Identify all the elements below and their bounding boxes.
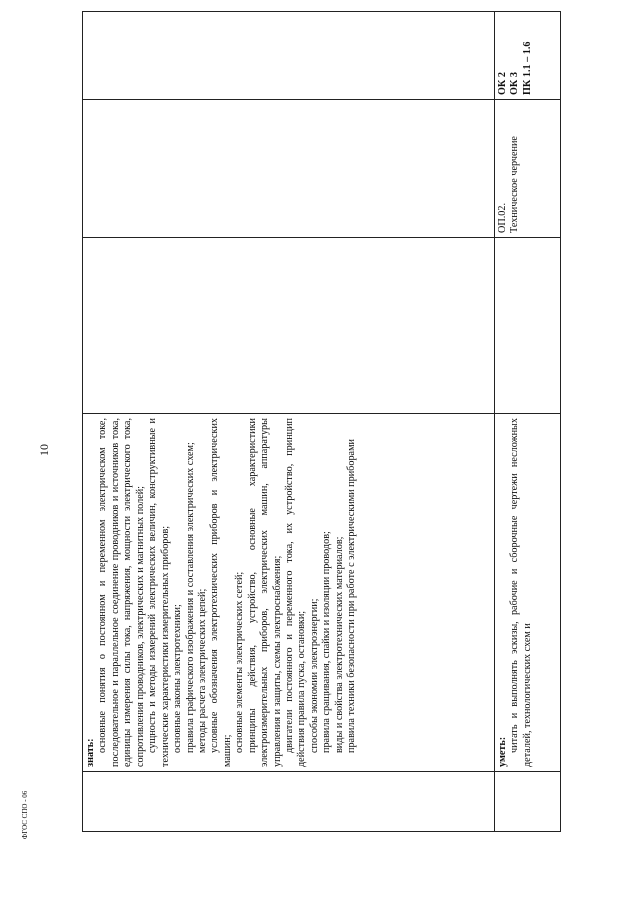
know-item: основные законы электротехники;	[172, 604, 184, 753]
table-cell-empty	[83, 12, 495, 100]
competency-code: ОК 2	[497, 72, 508, 95]
know-item: методы расчета электрических цепей;	[196, 588, 208, 753]
subject-cell	[495, 100, 561, 238]
know-item: сущность и методы измерений электрических величин, конструктивные и технические характеристики измерительных приборов;	[147, 418, 171, 767]
table-cell-empty	[83, 772, 495, 832]
skills-label: уметь:	[497, 736, 508, 767]
skills-item: читать и выполнять эскизы, рабочие и сборочные чертежи несложных деталей, технологических схем и	[509, 418, 533, 767]
competency-code: ПК 1.1 – 1.6	[521, 41, 533, 95]
know-item: виды и свойства электротехнических материалов;	[333, 536, 345, 753]
table-cell-empty	[495, 772, 561, 832]
know-item: принципы действия, устройство, основные характеристики электроизмерительных приборов, электрических машин, аппаратуры управления и защиты, схемы электроснабжения;	[246, 418, 283, 767]
rotated-table-container	[82, 12, 560, 832]
subject-code: ОП.02.	[497, 203, 508, 233]
know-item: правила техники безопасности при работе с электрическими приборами	[346, 439, 358, 753]
know-item: правила сращивания, спайки и изоляции проводов;	[321, 531, 333, 753]
know-item: основные элементы электрических сетей;	[234, 571, 246, 753]
table-row	[495, 12, 561, 832]
know-item: условные обозначения электротехнических приборов и электрических машин;	[209, 418, 233, 767]
table-row	[83, 12, 495, 832]
know-item: основные понятия о постоянном и переменном электрическом токе, последовательное и параллельное соединение проводников и источников тока, единицы измерения силы тока, напряжения, мощности электрического тока, сопротивления проводников, электрических и магнитных полей;	[97, 418, 146, 767]
page-number: 10	[37, 444, 51, 456]
knowledge-cell	[83, 414, 495, 772]
know-item: способы экономии электроэнергии;	[308, 598, 320, 753]
know-item: правила графического изображения и составления электрических схем;	[184, 442, 196, 753]
table-cell-empty	[83, 100, 495, 238]
competency-code: ОК 3	[509, 72, 521, 95]
know-item: двигатели постоянного и переменного тока, их устройство, принцип действия правила пуска, остановки;	[284, 418, 308, 767]
footer-code: ФГОС СПО - 06	[21, 790, 29, 840]
table-cell-empty	[83, 238, 495, 414]
skills-cell	[495, 414, 561, 772]
table-cell-empty	[495, 238, 561, 414]
know-label: знать:	[85, 738, 96, 767]
competencies-cell	[495, 12, 561, 100]
subject-name: Техническое черчение	[509, 136, 521, 233]
curriculum-table	[82, 11, 561, 832]
